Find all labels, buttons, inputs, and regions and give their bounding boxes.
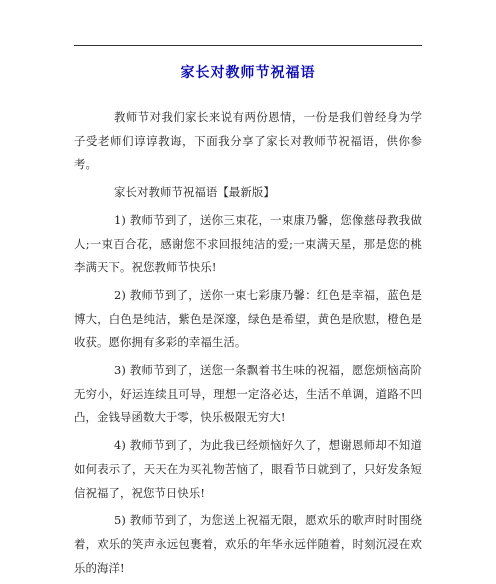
header-rule — [74, 45, 422, 46]
document-title: 家长对教师节祝福语 — [180, 65, 316, 81]
wish-item-2: 2) 教师节到了，送你一束七彩康乃馨：红色是幸福，蓝色是博大，白色是纯洁，紫色是深邃，绿色是希望，黄色是欣慰，橙色是收获。愿你拥有多彩的幸福生活。 — [74, 287, 422, 350]
wish-item-4: 4) 教师节到了，为此我已经烦恼好久了，想谢恩师却不知道如何表示了，天天在为买礼物苦恼了，眼看节日就到了，只好发条短信祝福了，祝您节日快乐! — [74, 438, 422, 500]
wish-item-5: 5) 教师节到了，为您送上祝福无限，愿欢乐的歌声时时围绕着，欢乐的笑声永远包裹着，欢乐的年华永远伴随着，时刻沉浸在欢乐的海洋! — [74, 513, 422, 575]
intro-paragraph: 教师节对我们家长来说有两份恩情，一份是我们曾经身为学子受老师们谆谆教诲，下面我分享了家长对教师节祝福语，供你参考。 — [74, 110, 422, 172]
section-heading: 家长对教师节祝福语【最新版】 — [114, 185, 275, 200]
document-body — [74, 106, 422, 584]
wish-item-3: 3) 教师节到了，送您一条飘着书生味的祝福，愿您烦恼高阶无穷小，好运连续且可导，理想一定洛必达，生活不单调，道路不凹凸，金钱导函数大于零，快乐极限无穷大! — [74, 363, 422, 425]
wish-item-1: 1) 教师节到了，送你三束花，一束康乃馨，您像慈母教我做人;一束百合花，感谢您不求回报纯洁的爱;一束满天星，那是您的桃李满天下。祝您教师节快乐! — [74, 212, 422, 275]
